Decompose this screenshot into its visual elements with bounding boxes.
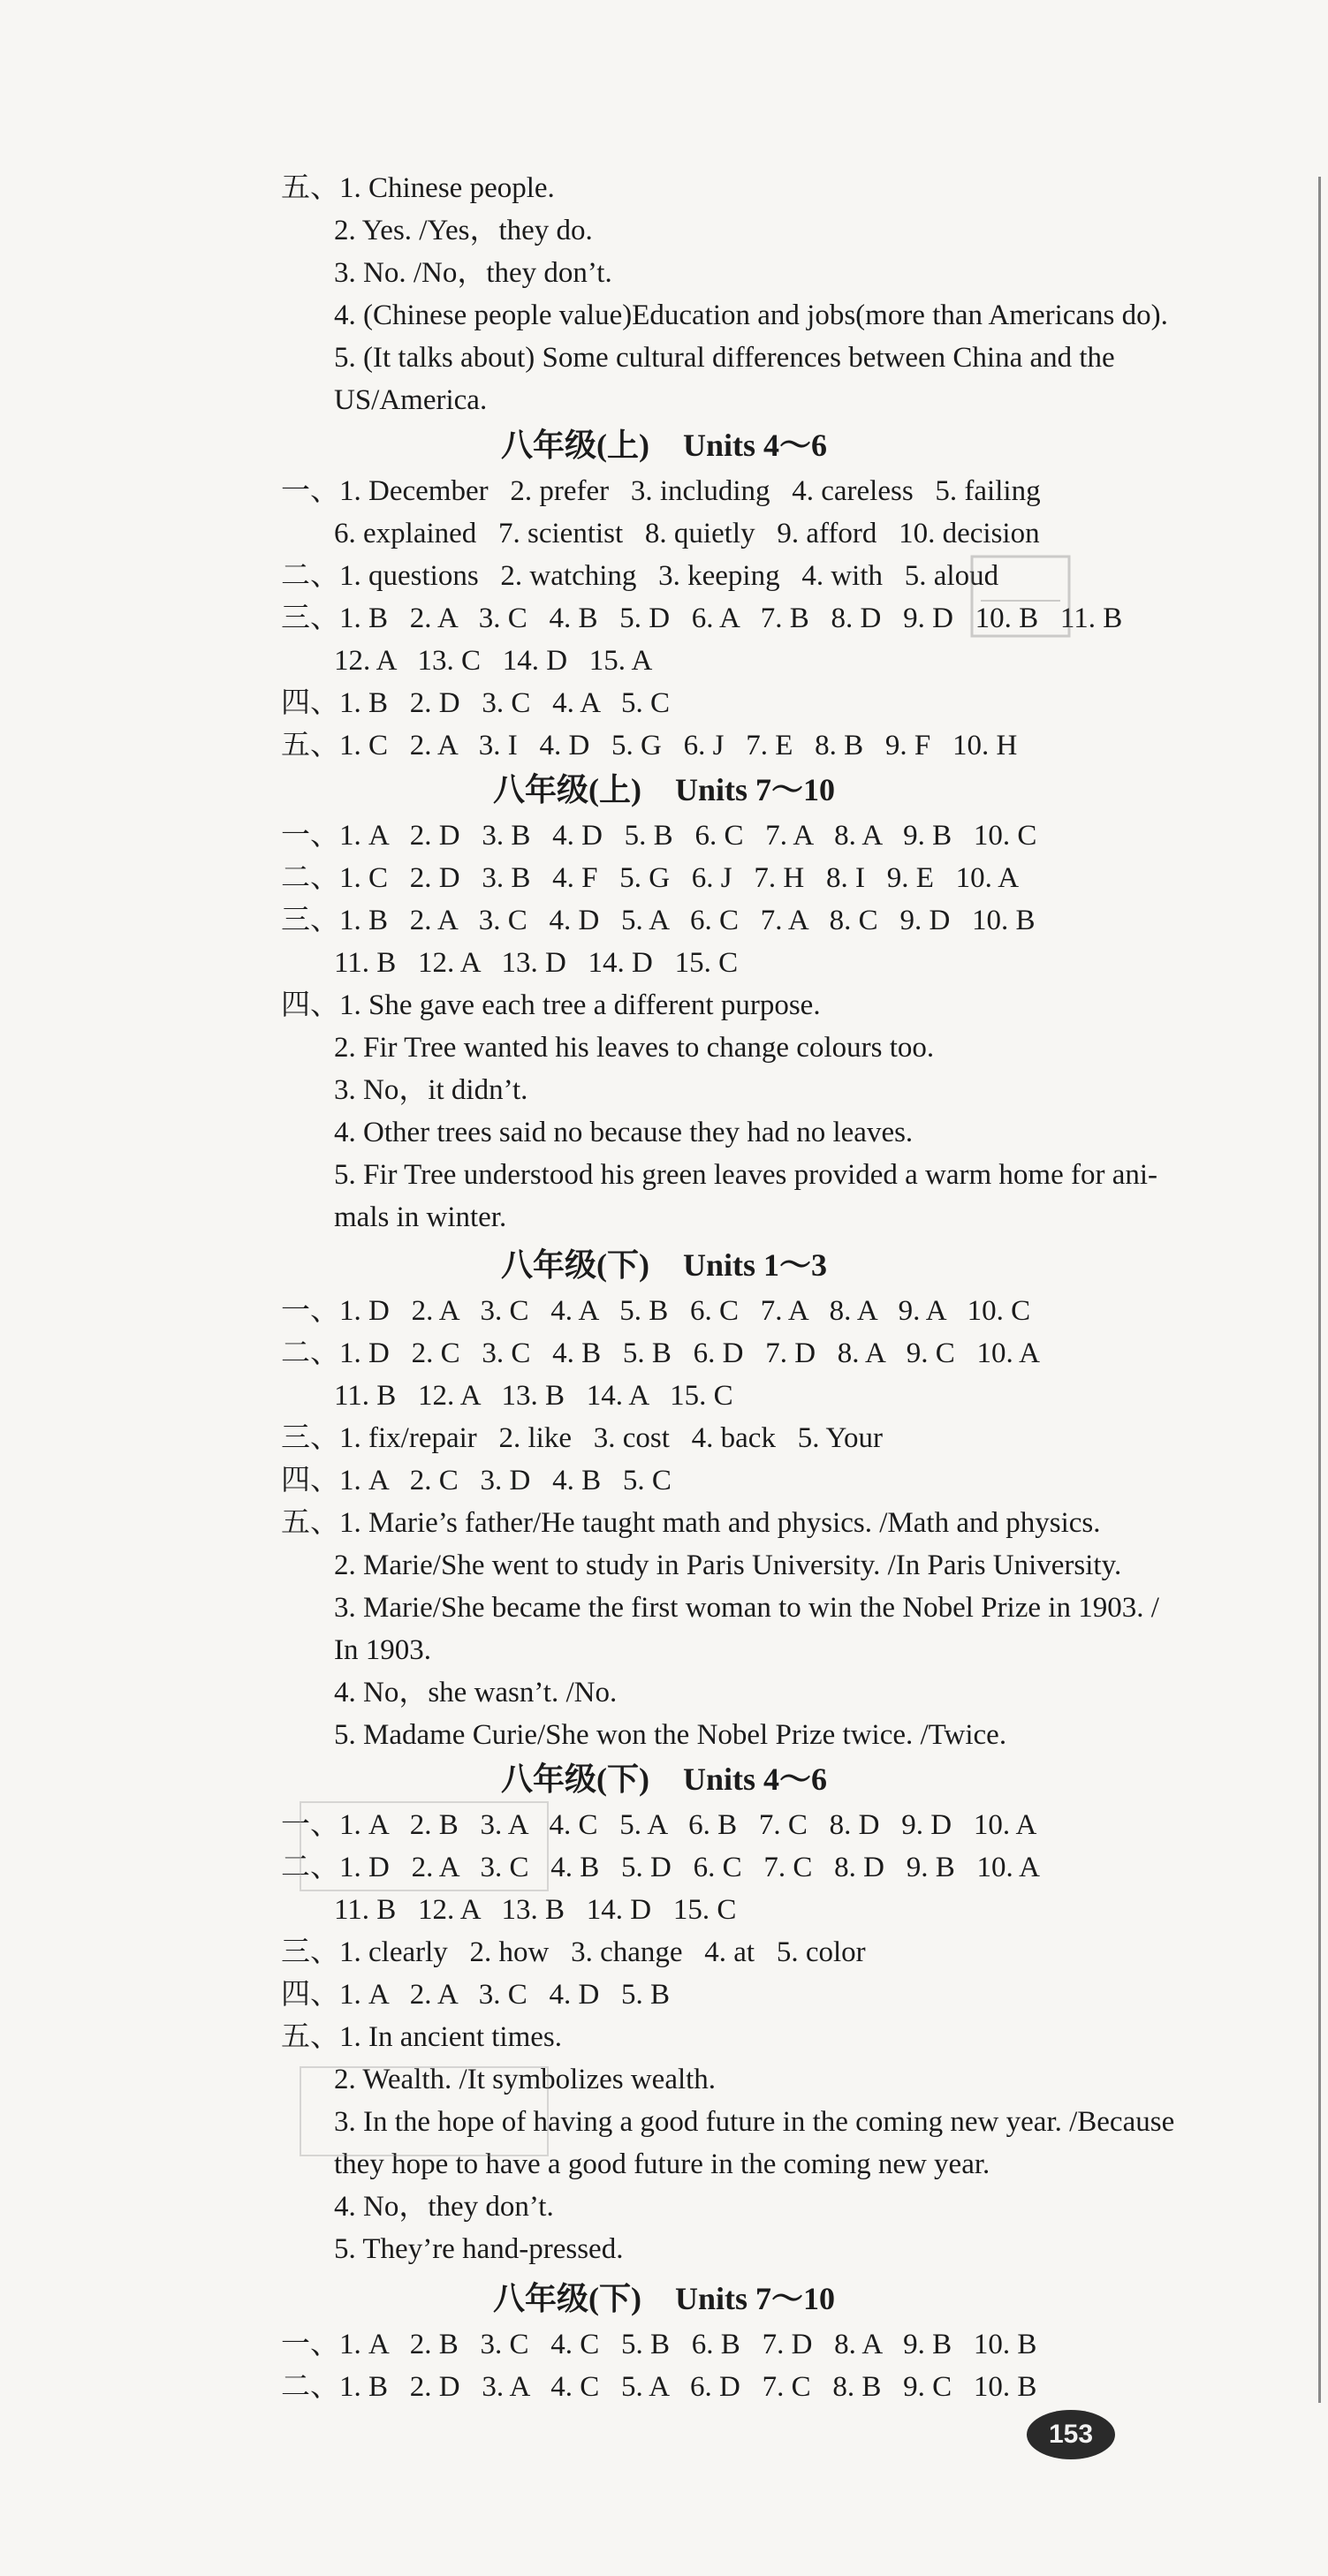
answer-line: 四、1. A 2. A 3. C 4. D 5. B (281, 1979, 671, 2011)
answer-line: they hope to have a good future in the coming new year. (334, 2148, 990, 2180)
answer-line: 5. They’re hand-pressed. (334, 2233, 624, 2265)
answer-line: 五、1. Chinese people. (281, 172, 555, 204)
page-number-badge: 153 (1027, 2410, 1115, 2459)
answer-line: 一、1. A 2. B 3. C 4. C 5. B 6. B 7. D 8. A 9. B 10. B (281, 2329, 1037, 2360)
answer-line: 11. B 12. A 13. B 14. A 15. C (334, 1380, 733, 1412)
answer-line: US/America. (334, 384, 488, 416)
answer-line: 3. Marie/She became the first woman to win the Nobel Prize in 1903. / (334, 1592, 1159, 1624)
watermark-stamp (292, 1793, 557, 1899)
section-units: Units 1～3 (682, 1247, 827, 1283)
answer-line: 4. (Chinese people value)Education and jobs(more than Americans do). (334, 299, 1168, 331)
answer-line: 6. explained 7. scientist 8. quietly 9. afford 10. decision (334, 518, 1040, 549)
answer-line: 4. No，she wasn’t. /No. (334, 1677, 618, 1708)
answer-line: 一、1. D 2. A 3. C 4. A 5. B 6. C 7. A 8. A 9. A 10. C (281, 1295, 1031, 1327)
answer-line: 三、1. B 2. A 3. C 4. D 5. A 6. C 7. A 8. C 9. D 10. B (281, 905, 1036, 936)
answer-line: 三、1. B 2. A 3. C 4. B 5. D 6. A 7. B 8. D 9. D 10. B 11. B (281, 602, 1123, 634)
answer-line: 3. No，it didn’t. (334, 1074, 528, 1106)
section-heading (0, 424, 1328, 466)
answer-line: 二、1. D 2. A 3. C 4. B 5. D 6. C 7. C 8. D 9. B 10. A (281, 1852, 1040, 1883)
answer-line: 5. Madame Curie/She won the Nobel Prize twice. /Twice. (334, 1719, 1007, 1751)
answer-line: 5. Fir Tree understood his green leaves provided a warm home for ani- (334, 1159, 1158, 1191)
section-heading (0, 2277, 1328, 2320)
answer-line: 二、1. B 2. D 3. A 4. C 5. A 6. D 7. C 8. B 9. C 10. B (281, 2371, 1037, 2403)
answer-line: 一、1. A 2. B 3. A 4. C 5. A 6. B 7. C 8. D 9. D 10. A (281, 1809, 1037, 1841)
answer-line: 三、1. fix/repair 2. like 3. cost 4. back 5. Your (281, 1422, 883, 1454)
answer-line: 五、1. Marie’s father/He taught math and physics. /Math and physics. (281, 1507, 1101, 1539)
section-units: Units 4～6 (682, 1762, 827, 1797)
answer-line: 四、1. A 2. C 3. D 4. B 5. C (281, 1465, 672, 1496)
answer-line: 4. Other trees said no because they had no leaves. (334, 1117, 914, 1148)
answer-line: 二、1. D 2. C 3. C 4. B 5. B 6. D 7. D 8. A 9. C 10. A (281, 1337, 1040, 1369)
answer-line: 二、1. questions 2. watching 3. keeping 4. with 5. aloud (281, 560, 999, 592)
section-heading (0, 1244, 1328, 1286)
answer-line: 2. Marie/She went to study in Paris University. /In Paris University. (334, 1549, 1122, 1581)
answer-line: mals in winter. (334, 1201, 507, 1233)
right-margin-rule (1318, 177, 1321, 2403)
answer-line: 2. Fir Tree wanted his leaves to change colours too. (334, 1032, 935, 1064)
answer-line: 一、1. December 2. prefer 3. including 4. careless 5. failing (281, 475, 1041, 507)
answer-line: 2. Wealth. /It symbolizes wealth. (334, 2064, 717, 2095)
answer-line: In 1903. (334, 1634, 431, 1666)
section-units: Units 7～10 (674, 772, 835, 807)
section-grade: 八年级(下) (492, 2281, 641, 2316)
watermark-stamp (292, 2058, 557, 2164)
answer-line: 五、1. In ancient times. (281, 2021, 563, 2053)
watermark-stamp (954, 539, 1087, 654)
answer-line: 四、1. She gave each tree a different purpose. (281, 989, 821, 1021)
answer-line: 11. B 12. A 13. D 14. D 15. C (334, 947, 739, 979)
answer-line: 5. (It talks about) Some cultural differences between China and the (334, 342, 1115, 374)
section-grade: 八年级(上) (500, 428, 649, 463)
section-grade: 八年级(下) (500, 1247, 649, 1283)
answer-line: 二、1. C 2. D 3. B 4. F 5. G 6. J 7. H 8. I 9. E 10. A (281, 862, 1020, 894)
answer-line: 3. In the hope of having a good future in the coming new year. /Because (334, 2106, 1175, 2138)
section-grade: 八年级(上) (492, 772, 641, 807)
section-heading (0, 1758, 1328, 1800)
section-grade: 八年级(下) (500, 1762, 649, 1797)
answer-line: 一、1. A 2. D 3. B 4. D 5. B 6. C 7. A 8. A 9. B 10. C (281, 820, 1037, 852)
answer-line: 12. A 13. C 14. D 15. A (334, 645, 653, 677)
section-units: Units 7～10 (674, 2281, 835, 2316)
answer-line: 4. No，they don’t. (334, 2191, 554, 2223)
answer-line: 2. Yes. /Yes，they do. (334, 215, 593, 246)
answer-line: 三、1. clearly 2. how 3. change 4. at 5. color (281, 1936, 866, 1968)
answer-line: 11. B 12. A 13. B 14. D 15. C (334, 1894, 737, 1926)
section-units: Units 4～6 (682, 428, 827, 463)
section-heading (0, 769, 1328, 811)
answer-line: 四、1. B 2. D 3. C 4. A 5. C (281, 687, 671, 719)
answer-line: 五、1. C 2. A 3. I 4. D 5. G 6. J 7. E 8. B 9. F 10. H (281, 730, 1018, 761)
answer-line: 3. No. /No，they don’t. (334, 257, 612, 289)
